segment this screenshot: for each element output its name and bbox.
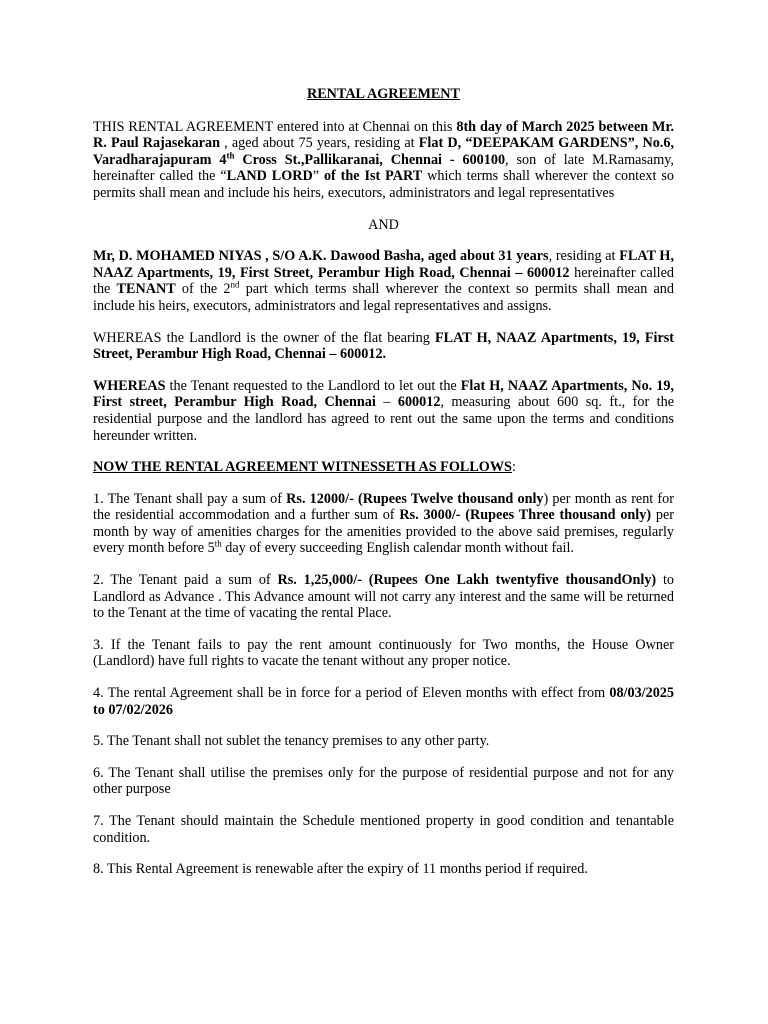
landlord-address-ordinal: th (226, 150, 235, 161)
clause-6: 6. The Tenant shall utilise the premises only for the purpose of residential purpose and not for any other purpose (93, 764, 674, 798)
clause1-text-3: per month by way of amenities charges for the amenities provided to the above said premises, regularly every month before 5 (93, 507, 674, 557)
clause2-text-2: to Landlord as Advance . This Advance amount will not carry any interest and the same will be returned to the Tenant at the time of vacating the rental Place. (93, 572, 675, 622)
clause1-text-2: ) per month as rent for the residential accommodation and a further sum of (93, 490, 674, 524)
clause2-advance: Rs. 1,25,000/- (Rupees One Lakh twentyfive thousandOnly) (277, 572, 657, 589)
tenant-name: Mr, D. MOHAMED NIYAS , S/O A.K. Dawood Basha, aged about 31 years (93, 248, 549, 265)
clause1-amenities: Rs. 3000/- (Rupees Three thousand only) (399, 507, 652, 524)
tenant-text-2: hereinafter called the (93, 264, 674, 298)
clause-7: 7. The Tenant should maintain the Schedule mentioned property in good condition and tenantable condition. (93, 813, 674, 846)
tenant-address: FLAT H, NAAZ Apartments, 19, First Street, Perambur High Road, Chennai – 600012 (93, 248, 674, 281)
intro-text-1: THIS RENTAL AGREEMENT entered into at Chennai on this (93, 118, 457, 135)
whereas2-text-2: – (375, 394, 398, 411)
and-separator: AND (368, 216, 399, 233)
intro-text-4: ” (312, 168, 324, 185)
witnesseth-colon: : (511, 459, 516, 476)
whereas2-flat: Flat H, NAAZ Apartments, No. 19, First street, Perambur High Road, Chennai (93, 377, 674, 411)
clause2-text-1: 2. The Tenant paid a sum of (93, 572, 278, 589)
tenant-paragraph (93, 248, 674, 314)
tenant-text-3: of the 2 (175, 281, 231, 298)
clause-4 (93, 685, 674, 718)
clause1-ordinal: th (214, 538, 222, 549)
clause-3: 3. If the Tenant fails to pay the rent amount continuously for Two months, the House Owner (Landlord) have full rights to vacate the tenant without any proper notice. (93, 636, 674, 670)
clause1-rent: Rs. 12000/- (Rupees Twelve thousand only (286, 490, 544, 507)
clause-5: 5. The Tenant shall not sublet the tenancy premises to any other party. (93, 733, 490, 750)
intro-text-2: , aged about 75 years, residing at (219, 135, 419, 152)
whereas2-pin: 600012 (397, 394, 441, 411)
landlord-address-cont: Cross St.,Pallikaranai, Chennai - 600100 (234, 151, 506, 168)
tenant-label: TENANT (116, 281, 176, 298)
witnesseth-heading (93, 459, 674, 476)
intro-date-and-landlord: 8th day of March 2025 between Mr. R. Paul Rajasekaran (93, 118, 674, 152)
tenant-text-1: , residing at (548, 248, 620, 265)
whereas1-text: WHEREAS the Landlord is the owner of the flat bearing (93, 329, 435, 346)
whereas-owner-paragraph (93, 330, 674, 363)
whereas1-flat: FLAT H, NAAZ Apartments, 19, First Street, Perambur High Road, Chennai – 600012. (93, 329, 674, 363)
intro-paragraph (93, 119, 674, 202)
landlord-label: LAND LORD (226, 168, 313, 185)
clause-2 (93, 572, 674, 622)
clause1-text-1: 1. The Tenant shall pay a sum of (93, 490, 287, 507)
witnesseth-heading-text: NOW THE RENTAL AGREEMENT WITNESSETH AS FOLLOWS (93, 459, 512, 476)
clause4-period: 08/03/2025 to 07/02/2026 (93, 685, 674, 718)
clause1-text-4: day of every succeeding English calendar month without fail. (221, 540, 574, 557)
whereas-request-paragraph (93, 378, 674, 444)
landlord-address: Flat D, “DEEPAKAM GARDENS”, No.6, Varadharajapuram 4 (93, 135, 674, 168)
first-part-label: of the Ist PART (323, 168, 423, 185)
intro-text-5: which terms shall wherever the context so permits shall mean and include his heirs, executors, administrators and legal representatives (93, 168, 674, 201)
whereas2-text-1: the Tenant requested to the Landlord to let out the (165, 377, 461, 394)
tenant-part-ordinal: nd (230, 279, 240, 290)
tenant-text-4: part which terms shall wherever the context so permits shall mean and include his heirs, executors, administrators and legal representatives and assigns. (93, 281, 674, 314)
clause-1 (93, 491, 674, 557)
clause-8: 8. This Rental Agreement is renewable after the expiry of 11 months period if required. (93, 861, 588, 878)
whereas2-label: WHEREAS (93, 377, 166, 394)
clause4-text: 4. The rental Agreement shall be in force for a period of Eleven months with effect from (93, 685, 610, 702)
intro-text-3: , son of late M.Ramasamy, hereinafter called the “ (93, 151, 674, 185)
document-title: RENTAL AGREEMENT (306, 86, 461, 102)
whereas2-text-3: , measuring about 600 sq. ft., for the residential purpose and the landlord has agreed to rent out the same upon the terms and conditions hereunder written. (93, 394, 675, 444)
